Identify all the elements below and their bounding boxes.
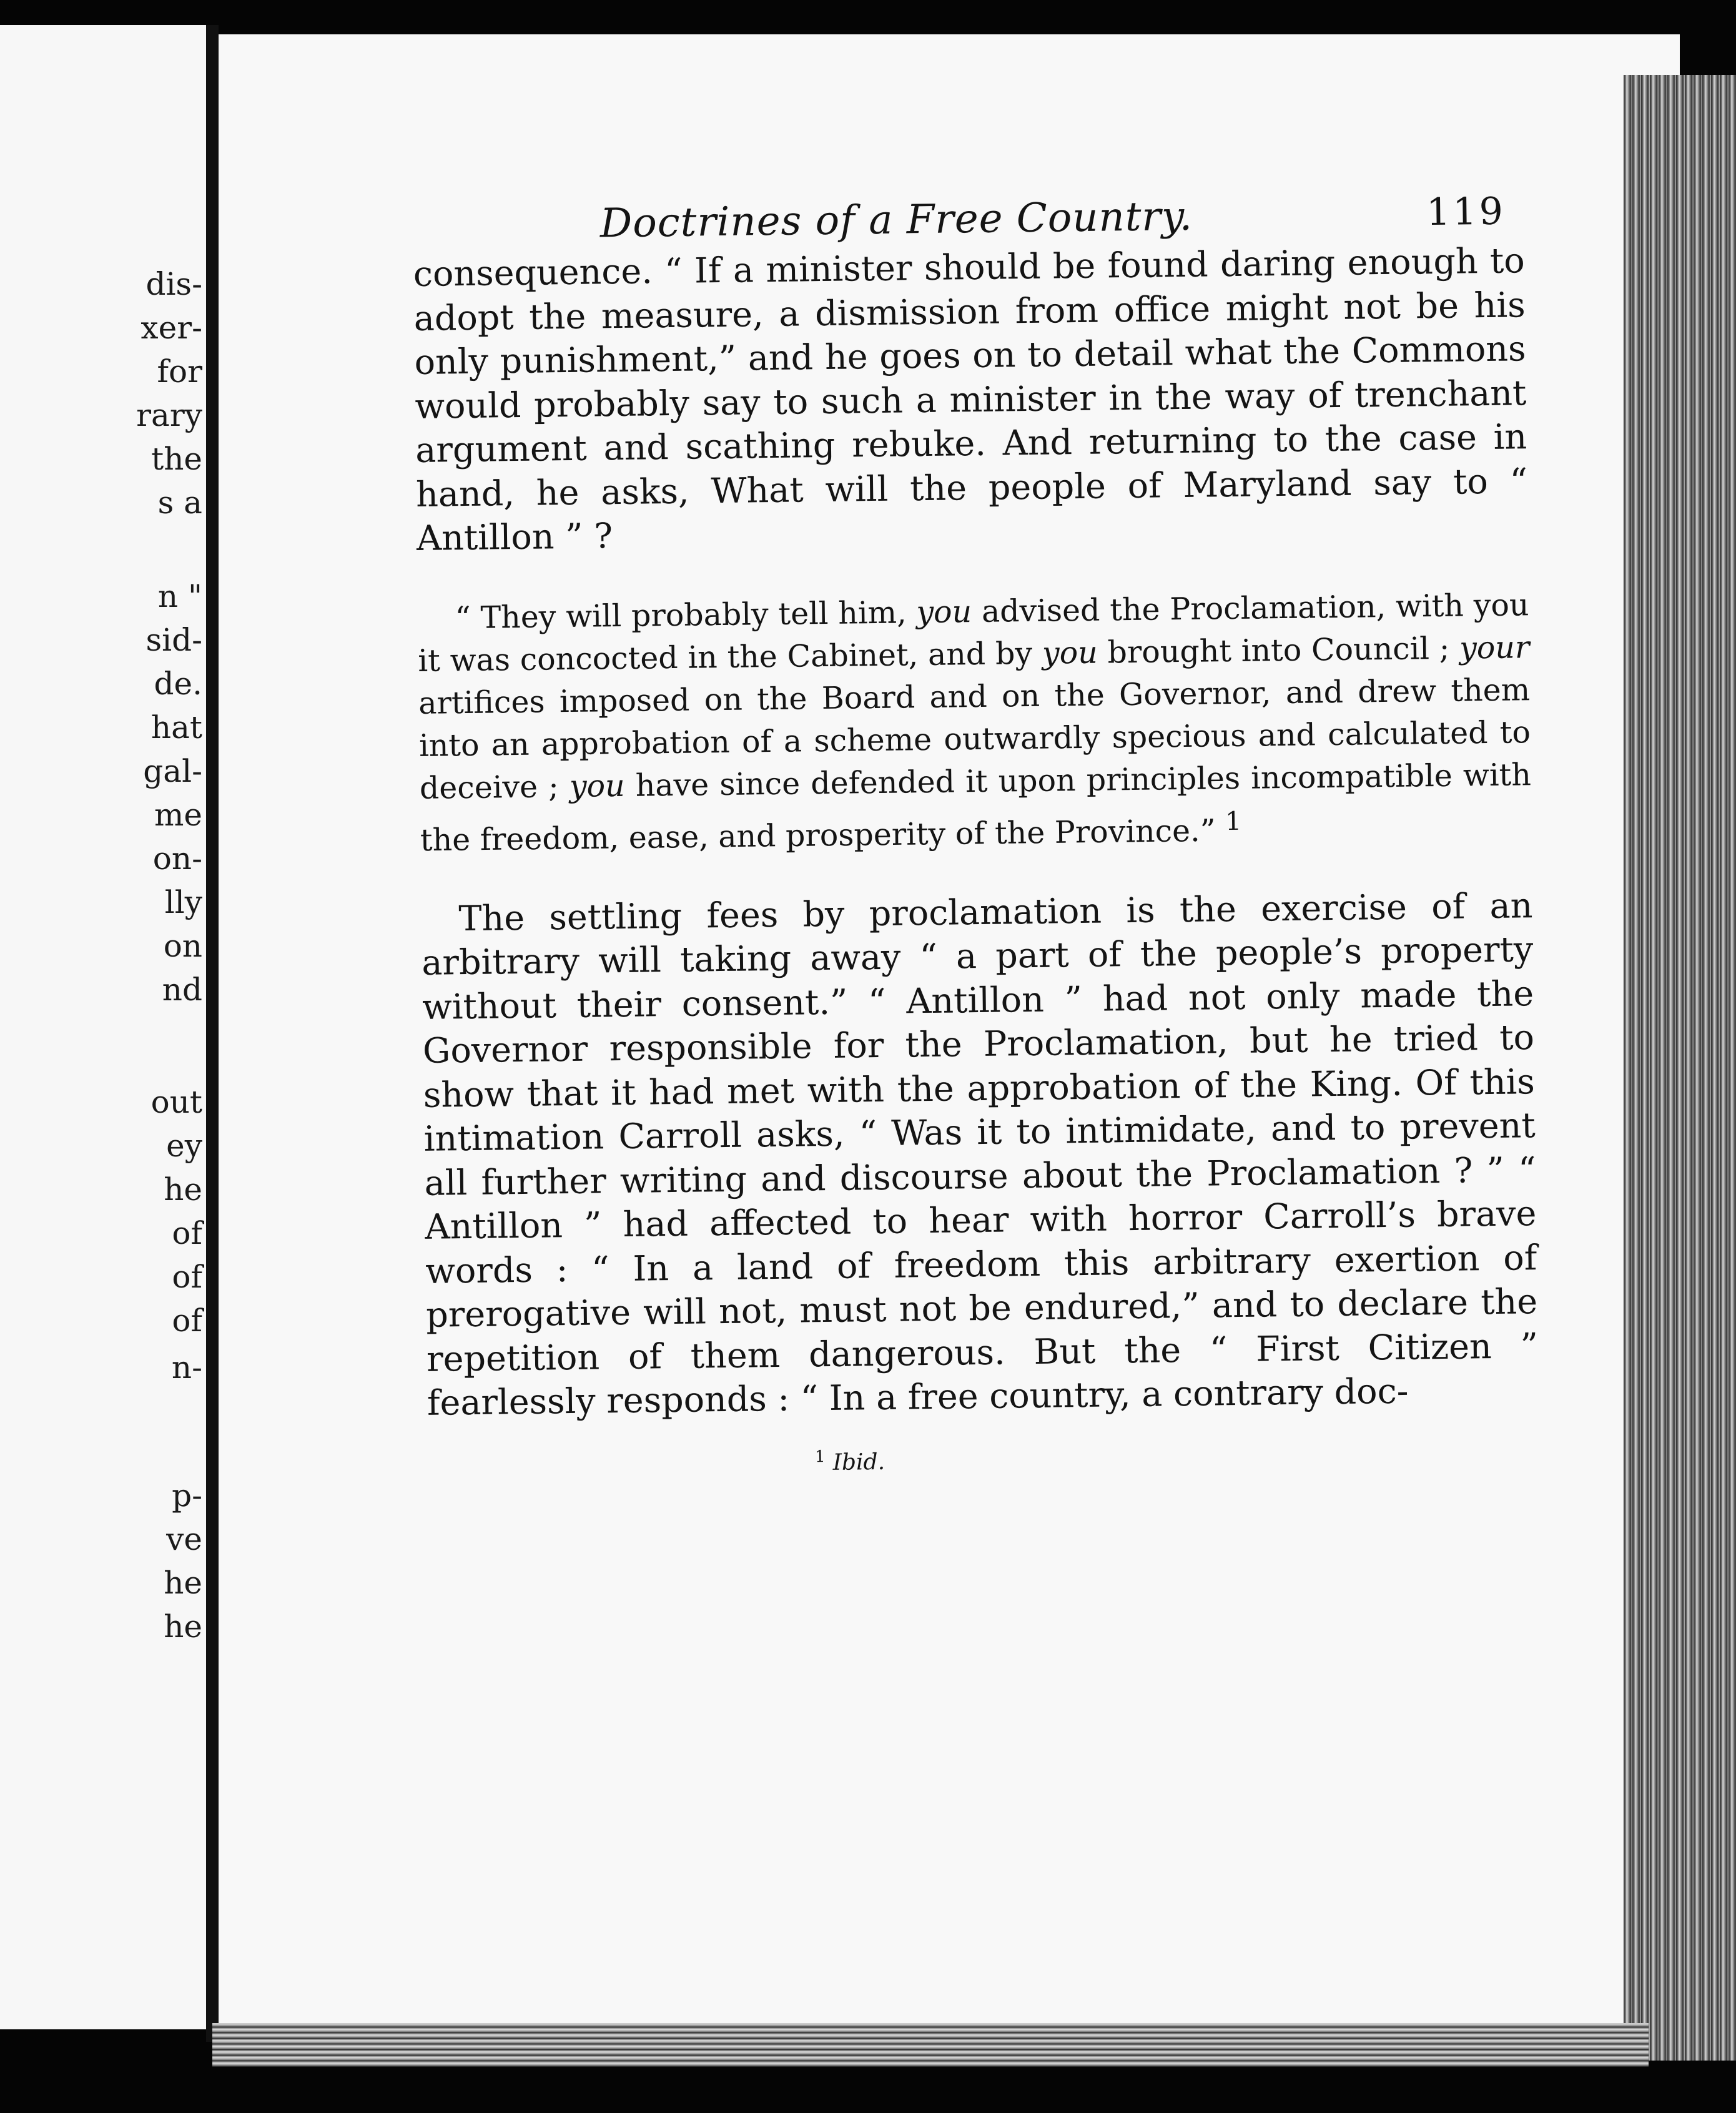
left-page-fragment: lly [164, 884, 202, 920]
left-page-fragment: he [164, 1565, 202, 1601]
left-page-fragment: dis- [145, 266, 202, 302]
left-page-fragment: rary [136, 397, 202, 433]
page-number: 119 [1426, 189, 1506, 235]
left-page-fragment: he [164, 1171, 202, 1208]
previous-page [0, 25, 206, 2029]
quote-text: have since defended it upon principles incompatible with the freedom, ease, and prosperity of the Province.” [420, 756, 1532, 858]
running-head [412, 164, 1524, 253]
current-page [219, 34, 1680, 2026]
left-page-fragment: sid- [145, 622, 202, 658]
left-page-fragment: out [150, 1084, 202, 1120]
footnote [428, 1439, 1539, 1480]
quote-emphasis: your [1459, 629, 1530, 666]
left-page-fragment: ve [166, 1521, 202, 1557]
page-bottom-edge [212, 2023, 1649, 2067]
block-quote [417, 584, 1532, 862]
left-page-fragment: of [172, 1303, 202, 1339]
quote-text: artifices imposed on the Board and on the Governor, and drew them into an approbation of a scheme outwardly specious and calculated to deceive ; [418, 671, 1531, 806]
left-page-fragment: ey [166, 1128, 202, 1164]
book-gutter [206, 25, 219, 2042]
left-page-fragment: me [154, 797, 202, 833]
footnote-reference: 1 [1225, 805, 1242, 836]
left-page-fragment: gal- [143, 753, 202, 789]
left-page-fragment: de. [154, 666, 202, 702]
paragraph-1: consequence. “ If a minister should be found daring enough to adopt the measure, a dismission from office might not be his only punishment,” and he goes on to detail what the Commons would probably say to such a minister in the way of trenchant argument and scathing rebuke. And returning to the case in hand, he asks, What will the people of Maryland say to “ Antillon ” ? [413, 240, 1528, 559]
quote-text: brought into Council ; [1097, 630, 1460, 671]
footnote-mark: 1 [814, 1447, 826, 1467]
left-page-fragment: for [157, 353, 202, 390]
left-page-fragment: on- [152, 840, 202, 877]
page-text-block [412, 164, 1539, 1480]
quote-text: “ They will probably tell him, [455, 594, 917, 636]
quote-emphasis: you [916, 593, 972, 630]
paragraph-3: The settling fees by proclamation is the exercise of an arbitrary will taking away “ a part of the people’s property without their consent.” “ Antillon ” had not only made the Governor responsible for the Proclamation, but he tried to show that it had met with the approbation of the King. Of this intimation Carroll asks, “ Was it to intimidate, and to prevent all further writing and discourse about the Proclamation ? ” “ Antillon ” had affected to hear with horror Carroll’s brave words : “ In a land of freedom this arbitrary exertion of prerogative will not, must not be endured,” and to declare the repetition of them dangerous. But the “ First Citizen ” fearlessly responds : “ In a free country, a contrary doc- [421, 885, 1539, 1424]
left-page-fragment: nd [162, 972, 202, 1008]
left-page-fragment: xer- [141, 310, 202, 346]
quote-emphasis: you [1042, 634, 1098, 671]
left-page-fragment: he [164, 1608, 202, 1645]
quote-emphasis: you [569, 767, 625, 804]
quote-text: advised the Proclamation, with you it was concocted in the Cabinet, and by [418, 586, 1529, 679]
left-page-fragment: n- [171, 1349, 202, 1386]
left-page-fragment: p- [172, 1477, 202, 1514]
left-page-fragment: of [172, 1215, 202, 1251]
left-page-fragment: the [151, 441, 202, 477]
left-page-fragment: s a [157, 485, 202, 521]
left-page-fragment: of [172, 1259, 202, 1295]
running-title: Doctrines of a Free Country. [599, 193, 1193, 247]
page-block-edge [1624, 75, 1736, 2061]
left-page-fragment: on [163, 928, 202, 964]
left-page-fragment: hat [150, 709, 202, 746]
left-page-fragment: n " [157, 578, 202, 614]
footnote-text: Ibid. [832, 1449, 885, 1475]
